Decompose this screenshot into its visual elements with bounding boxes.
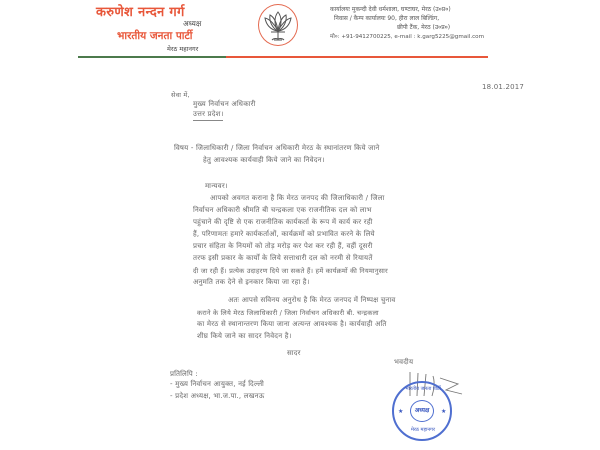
stamp-top-text: भारतीय जनता पार्टी xyxy=(405,386,441,392)
request-line: कराने के लिये मेरठ जिलाधिकारी / जिला निर्वाचन अधिकारी बी. चन्द्रकला xyxy=(197,309,379,317)
contact-info: मो०: +91-9412700225, e-mail : k.garg5225@gmail.com xyxy=(330,34,485,40)
star-icon: ★ xyxy=(398,408,404,415)
letterhead-name: करुणेश नन्दन गर्ग xyxy=(96,5,185,20)
letter-date: 18.01.2017 xyxy=(482,83,525,91)
stamp-bottom-text: मेरठ महानगर xyxy=(410,427,436,433)
greeting: मान्यवर। xyxy=(205,182,228,190)
letterhead-designation: अध्यक्ष xyxy=(183,19,202,28)
cc-item: - प्रदेश अध्यक्ष, भा.ज.पा., लखनऊ xyxy=(170,392,265,400)
body-line: आपको अवगत कराना है कि मेरठ जनपद की जिलाधिकारी / जिला xyxy=(210,194,385,202)
body-line: दी जा रही हैं। प्रत्येक उदाहरण दिये जा सकते हैं। हमें कार्यक्रमों की नियमानुसार xyxy=(193,267,388,275)
stamp-center-text: अध्यक्ष xyxy=(410,400,434,422)
body-line: पहुंचाने की दृष्टि से एक राजनीतिक कार्यकर्ता के रूप में कार्य कर रही xyxy=(193,218,373,226)
bjp-lotus-icon xyxy=(258,4,298,46)
camp-office-address-line1: निवास / कैम्प कार्यालयः 90, हीरा लाल बिल्डिंग, xyxy=(334,15,440,22)
subject-line2: हेतु आवश्यक कार्यवाही किये जाने का निवेदन। xyxy=(203,156,325,164)
letterhead-unit: मेरठ महानगर xyxy=(167,45,199,53)
request-line: का मेरठ से स्थानान्तरण किया जाना अत्यन्त आवश्यक है। कार्यवाही अति xyxy=(197,320,387,328)
header-divider-orange xyxy=(226,56,488,58)
subject-line1: विषय - जिलाधिकारी / जिला निर्वाचन अधिकारी मेरठ के स्थानांतरण किये जाने xyxy=(174,144,380,152)
recipient-line1: मुख्य निर्वाचन अधिकारी xyxy=(193,100,256,108)
request-line: अतः आपसे सविनय अनुरोध है कि मेरठ जनपद में निष्पक्ष चुनाव xyxy=(228,296,396,304)
closing: सादर xyxy=(287,349,301,357)
body-line: निर्वाचन अधिकारी श्रीमति बी चन्द्रकला एक राजनीतिक दल को लाभ xyxy=(193,206,372,214)
cc-item: - मुख्य निर्वाचन आयुक्त, नई दिल्ली xyxy=(170,380,265,388)
official-stamp xyxy=(392,381,452,441)
camp-office-address-line2: छीपी टैंक, मेरठ (उ०प्र०) xyxy=(397,24,451,31)
star-icon: ★ xyxy=(441,408,447,415)
lotus-icon xyxy=(259,5,297,45)
body-line: अनुमति तक देने से इनकार किया जा रहा है। xyxy=(193,278,310,286)
body-line: तरफ इसी प्रकार के कार्यों के लिये सत्ताधारी दल को नरमी से रियायतें xyxy=(193,254,373,262)
body-line: हैं, परिणामतः हमारे कार्यकर्ताओं, कार्यक्रमों को प्रभावित करने के लिये xyxy=(193,230,375,238)
cc-label: प्रतिलिपि : xyxy=(170,370,198,378)
sign-off: भवदीय xyxy=(394,358,414,366)
recipient-line2: उत्तर प्रदेश। xyxy=(193,110,223,121)
salutation-to: सेवा में, xyxy=(171,91,190,99)
header-divider-green xyxy=(78,56,226,58)
office-address: कार्यालयः मुकन्दी देवी धर्मशाला, घण्टाघर, मेरठ (उ०प्र०) xyxy=(330,6,451,13)
request-line: शीघ्र किये जाने का सादर निवेदन है। xyxy=(197,332,292,340)
body-line: प्रचार संहिता के नियमों को तोड़ मरोड़ कर पेश कर रही हैं, वहीं दूसरी xyxy=(193,242,373,250)
letterhead-party: भारतीय जनता पार्टी xyxy=(117,30,193,42)
